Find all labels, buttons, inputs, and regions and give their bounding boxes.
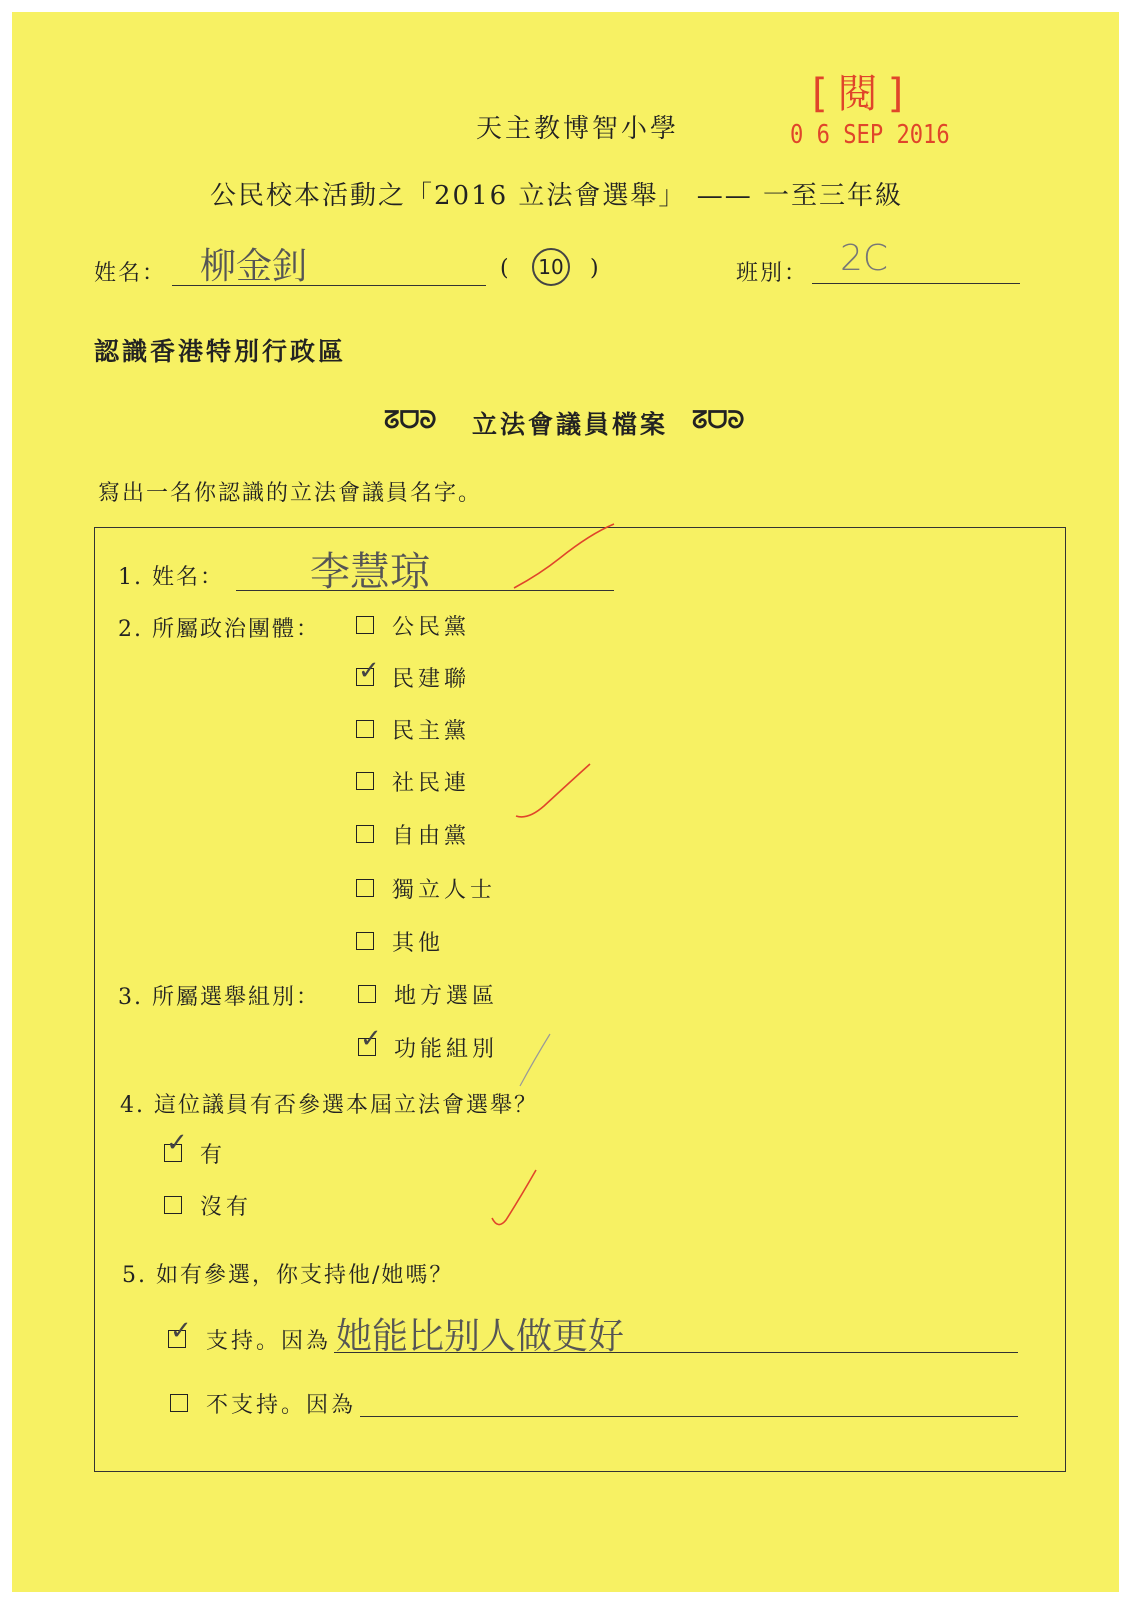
check-mark-icon: ✓ xyxy=(360,1024,382,1054)
checkbox-q3-1[interactable] xyxy=(358,985,376,1003)
checkbox-q5-oppose[interactable] xyxy=(170,1394,188,1412)
check-mark-icon: ✓ xyxy=(358,656,380,686)
name-label: 姓名： xyxy=(94,261,167,286)
q4-label: 4. 這位議員有否參選本屆立法會選舉？ xyxy=(120,1093,538,1118)
q5-oppose-underline xyxy=(360,1416,1018,1417)
number-open: ( xyxy=(500,256,511,281)
section-title: 認識香港特別行政區 xyxy=(94,337,347,366)
q2-option-7: 其他 xyxy=(392,931,445,956)
q2-option-2: 民建聯 xyxy=(392,667,471,692)
teacher-check-mark-3 xyxy=(490,1168,540,1236)
q2-option-5: 自由黨 xyxy=(392,824,471,849)
school-name: 天主教博智小學 xyxy=(476,114,680,144)
q4-option-no: 沒有 xyxy=(200,1195,253,1220)
q5-support-label: 支持。因為 xyxy=(206,1329,332,1354)
q2-option-3: 民主黨 xyxy=(392,719,471,744)
ornament-right: ᘔᗜᘐ xyxy=(692,405,745,434)
student-name[interactable]: 柳金釗 xyxy=(200,246,309,287)
q3-option-2: 功能組別 xyxy=(394,1037,499,1062)
checkbox-q2-1[interactable] xyxy=(356,616,374,634)
q1-answer[interactable]: 李慧琼 xyxy=(310,549,430,595)
instruction: 寫出一名你認識的立法會議員名字。 xyxy=(98,481,483,506)
class-label: 班別： xyxy=(736,261,809,286)
checkbox-q2-6[interactable] xyxy=(356,879,374,897)
q3-label: 3. 所屬選舉組別： xyxy=(118,985,320,1010)
teacher-check-mark-2 xyxy=(514,762,594,824)
file-title: 立法會議員檔案 xyxy=(472,410,669,439)
check-mark-icon: ✓ xyxy=(166,1128,188,1158)
teacher-check-mark-1 xyxy=(510,520,620,600)
stamp-date: 0 6 SEP 2016 xyxy=(790,120,950,150)
checkbox-q2-5[interactable] xyxy=(356,825,374,843)
q5-support-answer[interactable]: 她能比别人做更好 xyxy=(336,1316,625,1357)
stamp-label: 閱 xyxy=(837,71,888,117)
q2-option-4: 社民連 xyxy=(392,771,471,796)
teacher-check-mark-4 xyxy=(516,1030,556,1090)
q2-label: 2. 所屬政治團體： xyxy=(118,617,320,642)
checkbox-q2-4[interactable] xyxy=(356,772,374,790)
q2-option-1: 公民黨 xyxy=(392,615,471,640)
ornament-left: ᘔᗜᘐ xyxy=(384,405,437,434)
q1-label: 1. 姓名： xyxy=(118,565,224,590)
class-underline xyxy=(812,283,1020,284)
checkbox-q2-3[interactable] xyxy=(356,720,374,738)
checkbox-q2-7[interactable] xyxy=(356,932,374,950)
activity-subtitle: 公民校本活動之「2016 立法會選舉」 —— 一至三年級 xyxy=(210,181,903,211)
q5-label: 5. 如有參選，你支持他/她嗎？ xyxy=(122,1263,454,1288)
checkbox-q4-no[interactable] xyxy=(164,1196,182,1214)
q4-option-yes: 有 xyxy=(200,1143,227,1168)
class-value[interactable]: 2C xyxy=(840,238,889,279)
check-mark-icon: ✓ xyxy=(170,1316,192,1346)
q2-option-6: 獨立人士 xyxy=(392,878,497,903)
q5-oppose-label: 不支持。因為 xyxy=(206,1393,357,1418)
q3-option-1: 地方選區 xyxy=(394,984,499,1009)
read-stamp: [閱] xyxy=(812,71,914,117)
student-number[interactable]: 10 xyxy=(532,248,570,286)
number-close: ) xyxy=(590,256,601,281)
